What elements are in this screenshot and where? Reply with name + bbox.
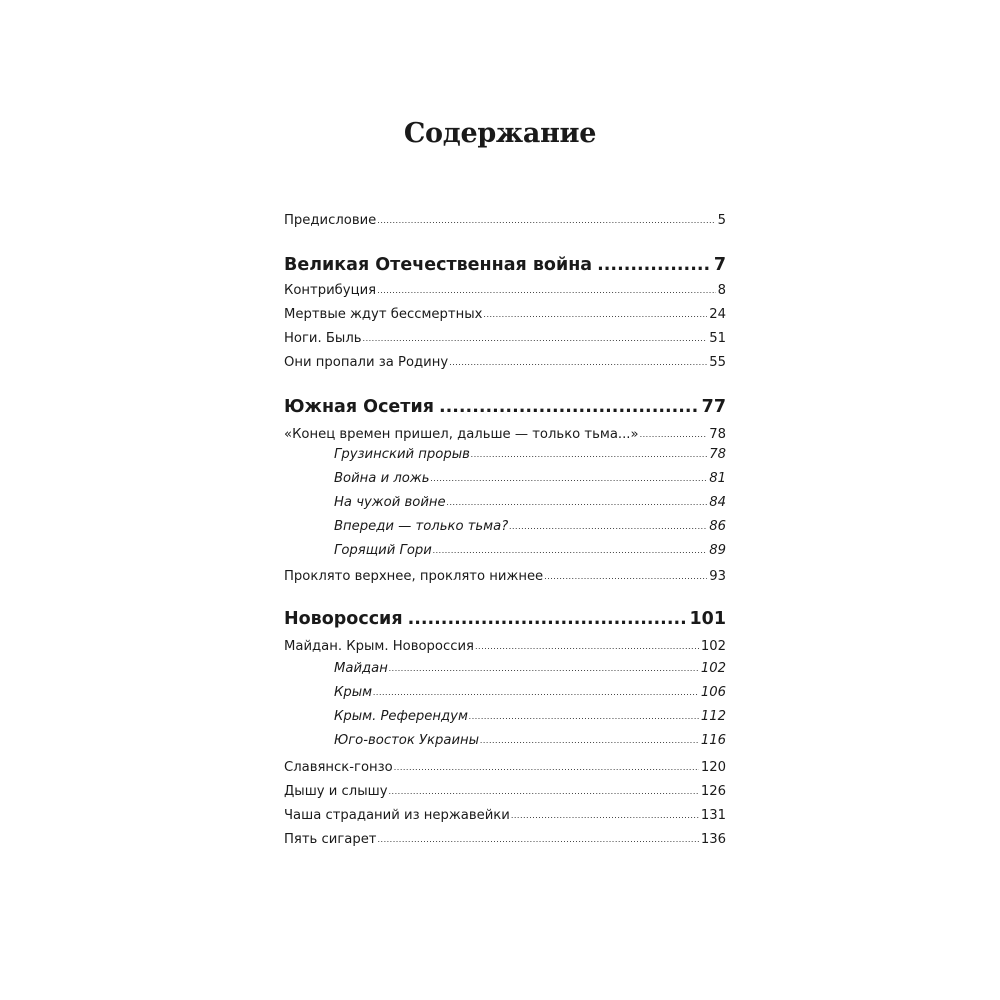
toc-entry	[284, 306, 726, 325]
toc-subentry	[334, 542, 726, 561]
toc-subentry	[334, 660, 726, 679]
toc-subentry-page: 112	[700, 709, 726, 724]
toc-subentry-page: 102	[700, 661, 726, 676]
dot-leader	[544, 568, 707, 586]
dot-leader	[447, 494, 708, 512]
toc-subentry-label: Война и ложь	[334, 471, 430, 486]
toc-section	[284, 396, 726, 418]
toc-subentry	[334, 708, 726, 727]
toc-subentry	[334, 494, 726, 513]
toc-subentry-page: 86	[709, 519, 726, 534]
toc-subentry	[334, 446, 726, 465]
toc-entry	[284, 282, 726, 301]
toc-subentry-page: 81	[709, 471, 726, 486]
toc-section	[284, 254, 726, 276]
toc-entry	[284, 330, 726, 349]
dot-leader	[475, 638, 699, 656]
toc-subentry-label: Крым	[334, 685, 373, 700]
dot-leader	[431, 470, 708, 488]
toc-entry	[284, 807, 726, 826]
toc-entry-page: 136	[700, 832, 726, 847]
toc-entry-label: «Конец времен пришел, дальше — только тьма...»	[284, 427, 639, 442]
toc-subentry-label: Грузинский прорыв	[334, 447, 470, 462]
toc-subentry-label: Крым. Референдум	[334, 709, 468, 724]
toc-entry	[284, 354, 726, 373]
toc-entry-label: Мертвые ждут бессмертных	[284, 307, 483, 322]
dot-leader	[378, 831, 699, 849]
toc-subentry-label: На чужой войне	[334, 495, 446, 510]
page-title: Содержание	[403, 118, 597, 149]
toc-subentry	[334, 518, 726, 537]
toc-entry-label: Ноги. Быль	[284, 331, 362, 346]
toc-subentry-label: Майдан	[334, 661, 388, 676]
toc-entry-label: Предисловие	[284, 213, 377, 228]
dot-leader	[363, 330, 708, 348]
dot-leader	[394, 759, 699, 777]
toc-entry-page: 78	[709, 427, 726, 442]
toc-entry-label: Майдан. Крым. Новороссия	[284, 639, 474, 654]
toc-subentry-page: 89	[709, 543, 726, 558]
dot-leader	[471, 446, 707, 464]
toc-subentry-label: Юго-восток Украины	[334, 733, 480, 748]
toc-section-label: Южная Осетия	[284, 397, 434, 417]
dot-leader	[449, 354, 707, 372]
toc-subentry	[334, 684, 726, 703]
dot-leader	[509, 518, 707, 536]
toc-entry	[284, 638, 726, 657]
toc-entry-page: 102	[700, 639, 726, 654]
dot-leader	[377, 282, 716, 300]
toc-entry	[284, 783, 726, 802]
dot-leader	[408, 608, 687, 630]
toc-entry-page: 51	[709, 331, 726, 346]
toc-section-page: 101	[689, 609, 726, 629]
toc-section	[284, 608, 726, 630]
toc-subentry-label: Впереди — только тьма?	[334, 519, 509, 534]
toc-entry-label: Проклято верхнее, проклято нижнее	[284, 569, 544, 584]
toc-entry-page: 131	[700, 808, 726, 823]
toc-entry-page: 120	[700, 760, 726, 775]
toc-entry	[284, 831, 726, 850]
toc-entry-label: Чаша страданий из нержавейки	[284, 808, 510, 823]
dot-leader	[597, 254, 711, 276]
toc-entry-page: 93	[709, 569, 726, 584]
toc-entry-page: 55	[709, 355, 726, 370]
toc-entry	[284, 426, 726, 445]
toc-section-page: 77	[701, 397, 726, 417]
toc-entry-label: Они пропали за Родину	[284, 355, 449, 370]
toc-subentry	[334, 732, 726, 751]
toc-entry-page: 126	[700, 784, 726, 799]
dot-leader	[389, 783, 699, 801]
dot-leader	[483, 306, 707, 324]
dot-leader	[373, 684, 699, 702]
toc-entry-label: Дышу и слышу	[284, 784, 388, 799]
dot-leader	[433, 542, 707, 560]
toc-entry-label: Славянск-гонзо	[284, 760, 393, 775]
dot-leader	[480, 732, 699, 750]
toc-subentry	[334, 470, 726, 489]
toc-entry-page: 8	[717, 283, 726, 298]
toc-section-label: Великая Отечественная война	[284, 255, 593, 275]
toc-section-label: Новороссия	[284, 609, 403, 629]
dot-leader	[640, 426, 708, 444]
dot-leader	[439, 396, 699, 418]
toc-subentry-label: Горящий Гори	[334, 543, 432, 558]
dot-leader	[511, 807, 699, 825]
toc-subentry-page: 116	[700, 733, 726, 748]
toc-entry	[284, 212, 726, 231]
toc-entry-page: 24	[709, 307, 726, 322]
dot-leader	[389, 660, 699, 678]
toc-subentry-page: 78	[709, 447, 726, 462]
toc-subentry-page: 84	[709, 495, 726, 510]
toc-entry-label: Контрибуция	[284, 283, 377, 298]
toc-entry	[284, 759, 726, 778]
toc-subentry-page: 106	[700, 685, 726, 700]
toc-entry-label: Пять сигарет	[284, 832, 377, 847]
dot-leader	[377, 212, 715, 230]
toc-section-page: 7	[713, 255, 726, 275]
dot-leader	[469, 708, 699, 726]
toc-entry-page: 5	[717, 213, 726, 228]
toc-entry	[284, 568, 726, 587]
